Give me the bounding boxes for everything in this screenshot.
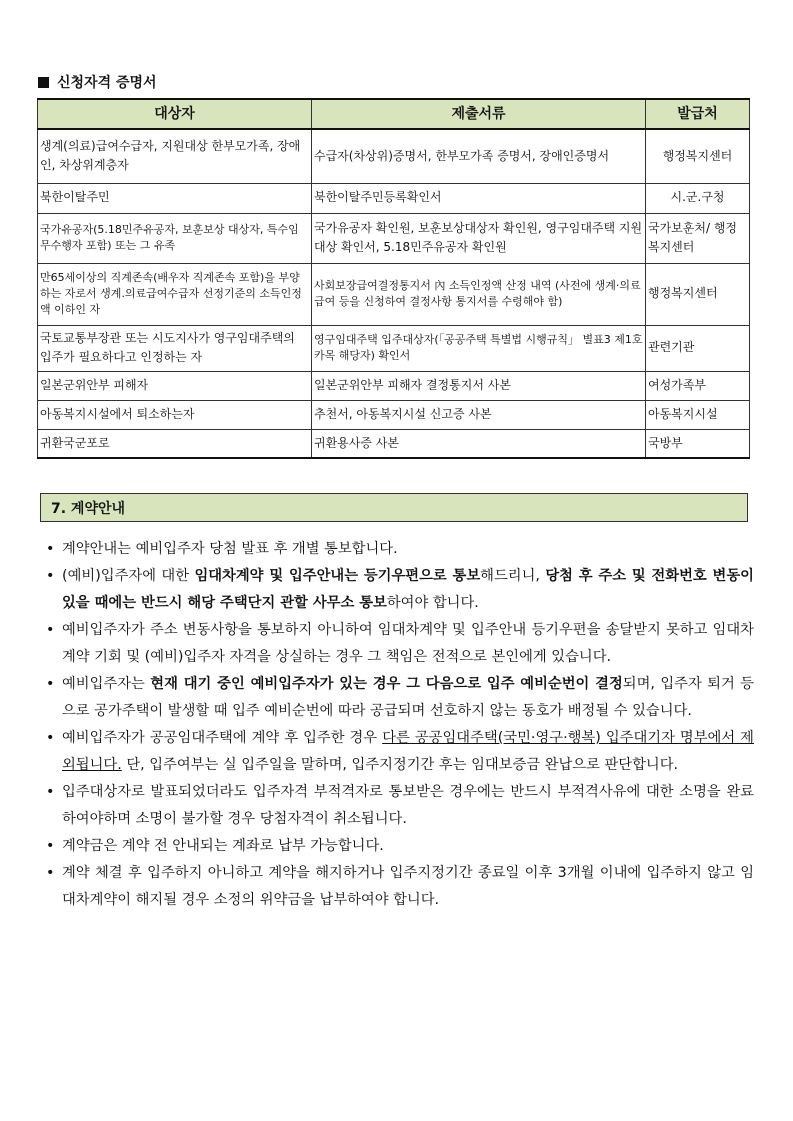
cell-issuer: 아동복지시설	[646, 400, 750, 429]
cell-target: 일본군위안부 피해자	[38, 371, 312, 400]
cell-target: 만65세이상의 직계존속(배우자 직계존속 포함)을 부양하는 자로서 생계.의료급여수급자 선정기준의 소득인정액 이하인 자	[38, 263, 312, 325]
item-text: 되며, 입주자 퇴거 등으로 공가주택이 발생할 때 입주 예비순번에 따라 공급되며 선호하지 않는 동호가 배정될 수 있습니다.	[62, 676, 754, 719]
cell-issuer: 관련기관	[646, 325, 750, 371]
cell-docs: 귀환용사증 사본	[312, 429, 646, 458]
cell-docs: 국가유공자 확인원, 보훈보상대상자 확인원, 영구임대주택 지원대상 확인서, 5.18민주유공자 확인원	[312, 213, 646, 263]
cell-issuer: 국가보훈처/ 행정복지센터	[646, 213, 750, 263]
cell-issuer: 국방부	[646, 429, 750, 458]
table-row	[38, 129, 750, 183]
header-docs: 제출서류	[312, 99, 646, 129]
cell-docs: 수급자(차상위)증명서, 한부모가족 증명서, 장애인증명서	[312, 129, 646, 183]
item-text: 계약금은 계약 전 안내되는 계좌로 납부 가능합니다.	[62, 838, 384, 854]
item-emphasis: 현재 대기 중인 예비입주자가 있는 경우 그 다음으로 입주 예비순번이 결정	[150, 676, 623, 692]
qualification-heading	[38, 72, 157, 92]
list-item	[46, 725, 754, 779]
cell-target: 국토교통부장관 또는 시도지사가 영구임대주택의 입주가 필요하다고 인정하는 자	[38, 325, 312, 371]
item-text: 예비입주자가 주소 변동사항을 통보하지 아니하여 임대차계약 및 입주안내 등기우편을 송달받지 못하고 임대차계약 기회 및 (예비)입주자 자격을 상실하는 경우 그 책임은 전적으로 본인에게 있습니다.	[62, 622, 754, 665]
cell-docs: 사회보장급여결정통지서 內 소득인정액 산정 내역 (사전에 생계·의료급여 등을 신청하여 결정사항 통지서를 수령해야 함)	[312, 263, 646, 325]
item-text: 계약 체결 후 입주하지 아니하고 계약을 해지하거나 입주지정기간 종료일 이후 3개월 이내에 입주하지 않고 임대차계약이 해지될 경우 소정의 위약금을 납부하여야 합니다.	[62, 865, 754, 908]
list-item	[46, 563, 754, 617]
cell-issuer: 여성가족부	[646, 371, 750, 400]
list-item	[46, 833, 754, 860]
qualification-heading-text: 신청자격 증명서	[57, 75, 157, 91]
item-text: 예비입주자가 공공임대주택에 계약 후 입주한 경우	[62, 730, 383, 746]
item-text: 단, 입주여부는 실 입주일을 말하며, 입주지정기간 후는 임대보증금 완납으로 판단합니다.	[121, 757, 679, 773]
item-emphasis: 당첨 후 주소 및 전화번호 변동이 있을 때에는 반드시 해당 주택단지 관할 사무소 통보	[62, 568, 754, 611]
table-row	[38, 183, 750, 213]
cell-issuer: 행정복지센터	[646, 129, 750, 183]
item-text: (예비)입주자에 대한	[62, 568, 195, 584]
list-item	[46, 671, 754, 725]
cell-target: 귀환국군포로	[38, 429, 312, 458]
item-emphasis: 임대차계약 및 입주안내는 등기우편으로 통보	[194, 568, 481, 584]
qualification-table	[37, 98, 750, 459]
cell-target: 국가유공자(5.18민주유공자, 보훈보상 대상자, 특수임무수행자 포함) 또는 그 유족	[38, 213, 312, 263]
table-row	[38, 213, 750, 263]
cell-docs: 추천서, 아동복지시설 신고증 사본	[312, 400, 646, 429]
list-item	[46, 779, 754, 833]
cell-docs: 영구임대주택 입주대상자(「공공주택 특별법 시행규칙」 별표3 제1호 카목 해당자) 확인서	[312, 325, 646, 371]
item-text: 예비입주자는	[62, 676, 151, 692]
table-row	[38, 371, 750, 400]
item-underline: 다른 공공임대주택(국민·영구·행복) 입주대기자 명부에서 제외됩니다.	[62, 730, 754, 773]
cell-docs: 일본군위안부 피해자 결정통지서 사본	[312, 371, 646, 400]
table-row	[38, 429, 750, 458]
square-bullet-icon	[38, 77, 49, 88]
cell-issuer: 시.군.구청	[646, 183, 750, 213]
cell-issuer: 행정복지센터	[646, 263, 750, 325]
cell-target: 생계(의료)급여수급자, 지원대상 한부모가족, 장애인, 차상위계층자	[38, 129, 312, 183]
cell-target: 북한이탈주민	[38, 183, 312, 213]
contract-notice-list	[46, 536, 754, 914]
table-header-row	[38, 99, 750, 129]
section-7-title: 7. 계약안내	[40, 493, 748, 522]
header-issuer: 발급처	[646, 99, 750, 129]
list-item	[46, 536, 754, 563]
header-target: 대상자	[38, 99, 312, 129]
item-text: 하여야 합니다.	[386, 595, 479, 611]
cell-docs: 북한이탈주민등록확인서	[312, 183, 646, 213]
table-row	[38, 400, 750, 429]
item-text: 입주대상자로 발표되었더라도 입주자격 부적격자로 통보받은 경우에는 반드시 부적격사유에 대한 소명을 완료하여야하며 소명이 불가할 경우 당첨자격이 취소됩니다.	[62, 784, 754, 827]
table-row	[38, 263, 750, 325]
item-text: 해드리니,	[480, 568, 546, 584]
item-text: 계약안내는 예비입주자 당첨 발표 후 개별 통보합니다.	[62, 541, 398, 557]
list-item	[46, 617, 754, 671]
list-item	[46, 860, 754, 914]
cell-target: 아동복지시설에서 퇴소하는자	[38, 400, 312, 429]
table-row	[38, 325, 750, 371]
